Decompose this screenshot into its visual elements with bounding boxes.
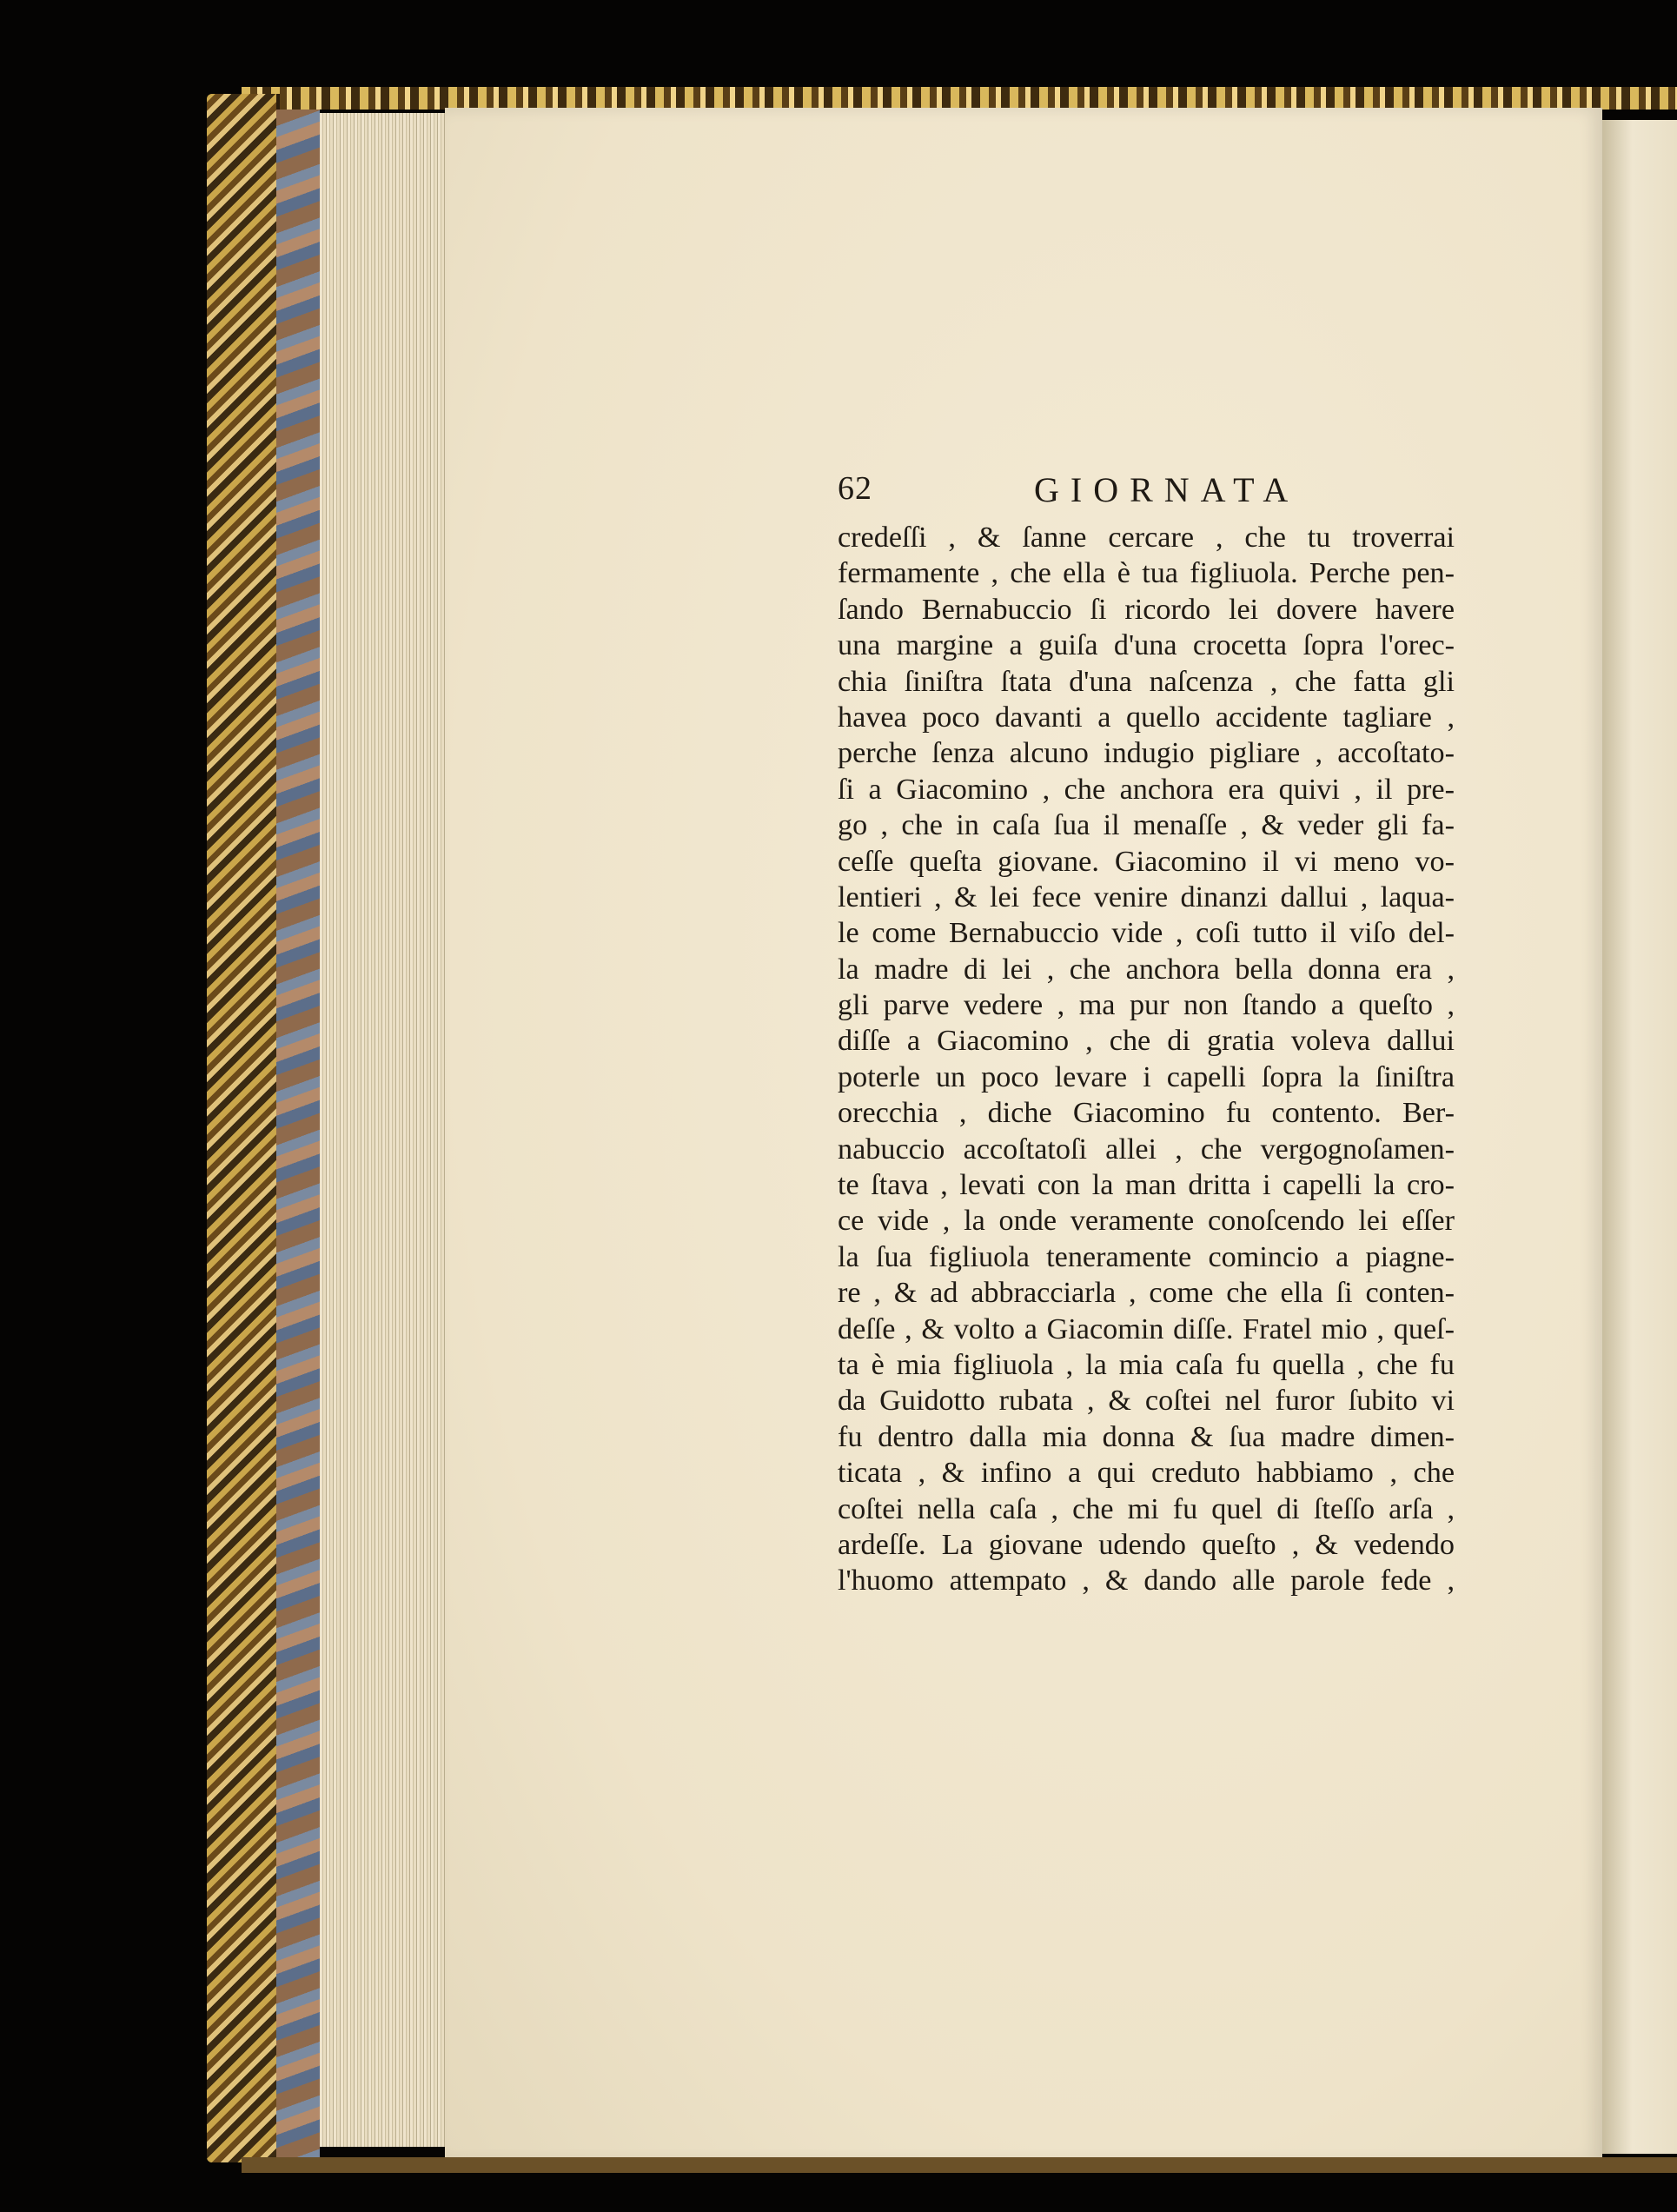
page-number: 62 [838,470,872,507]
text-line: fermamente , che ella è tua figliuola. Perche pen- [838,557,1455,590]
text-line: poterle un poco levare i capelli ſopra la ſiniſtra [838,1060,1455,1093]
text-block [838,469,1463,1599]
page-edges-stack [320,113,450,2147]
text-line: ce vide , la onde veramente conoſcendo lei eſſer [838,1205,1455,1238]
text-line: chia ſiniſtra ſtata d'una naſcenza , che fatta gli [838,665,1455,698]
text-line: ta è mia figliuola , la mia caſa fu quella , che fu [838,1348,1455,1381]
text-line: nabuccio accoſtatoſi allei , che vergognoſamen- [838,1133,1455,1166]
text-line: credeſſi , & ſanne cercare , che tu troverrai [838,521,1455,554]
text-line: perche ſenza alcuno indugio pigliare , accoſtato- [838,737,1455,770]
text-line: coſtei nella caſa , che mi fu quel di ſteſſo arſa , [838,1492,1455,1525]
running-title: GIORNATA [1034,470,1300,509]
text-line: fu dentro dalla mia donna & ſua madre dimen- [838,1420,1455,1453]
text-line: ſando Bernabuccio ſi ricordo lei dovere havere [838,593,1455,626]
gilt-spine [207,94,280,2162]
text-line: havea poco davanti a quello accidente tagliare , [838,701,1455,734]
gilt-cover-border-top [242,87,1677,110]
body-text [838,520,1463,1599]
cover-border-bottom [242,2157,1677,2173]
text-line: gli parve vedere , ma pur non ſtando a queſto , [838,989,1455,1022]
text-line: la ſua figliuola teneramente comincio a piagne- [838,1240,1455,1273]
text-line: una margine a guiſa d'una crocetta ſopra l'orec- [838,629,1455,662]
text-line: lentieri , & lei fece venire dinanzi dallui , laqua- [838,880,1455,913]
text-line: ſi a Giacomino , che anchora era quivi , il pre- [838,773,1455,806]
text-line: orecchia , diche Giacomino fu contento. Ber- [838,1097,1455,1130]
text-line: deſſe , & volto a Giacomin diſſe. Fratel mio , queſ- [838,1312,1455,1345]
text-line: ardeſſe. La giovane udendo queſto , & vedendo [838,1528,1455,1561]
running-head [838,469,1463,515]
text-line: le come Bernabuccio vide , coſi tutto il viſo del- [838,917,1455,950]
text-line: re , & ad abbracciarla , come che ella ſi conten- [838,1277,1455,1310]
text-line: diſſe a Giacomino , che di gratia voleva dallui [838,1025,1455,1058]
text-line: go , che in caſa ſua il menaſſe , & veder gli fa- [838,809,1455,842]
text-line: la madre di lei , che anchora bella donna era , [838,953,1455,986]
facing-page-edge [1602,120,1677,2154]
text-line: l'huomo attempato , & dando alle parole fede , [838,1564,1455,1598]
text-line: te ſtava , levati con la man dritta i capelli la cro- [838,1169,1455,1202]
marbled-endpaper-edge [276,110,320,2157]
text-line: ticata , & infino a qui creduto habbiamo , che [838,1457,1455,1490]
text-line: da Guidotto rubata , & coſtei nel furor ſubito vi [838,1385,1455,1418]
text-line: ceſſe queſta giovane. Giacomino il vi meno vo- [838,845,1455,878]
